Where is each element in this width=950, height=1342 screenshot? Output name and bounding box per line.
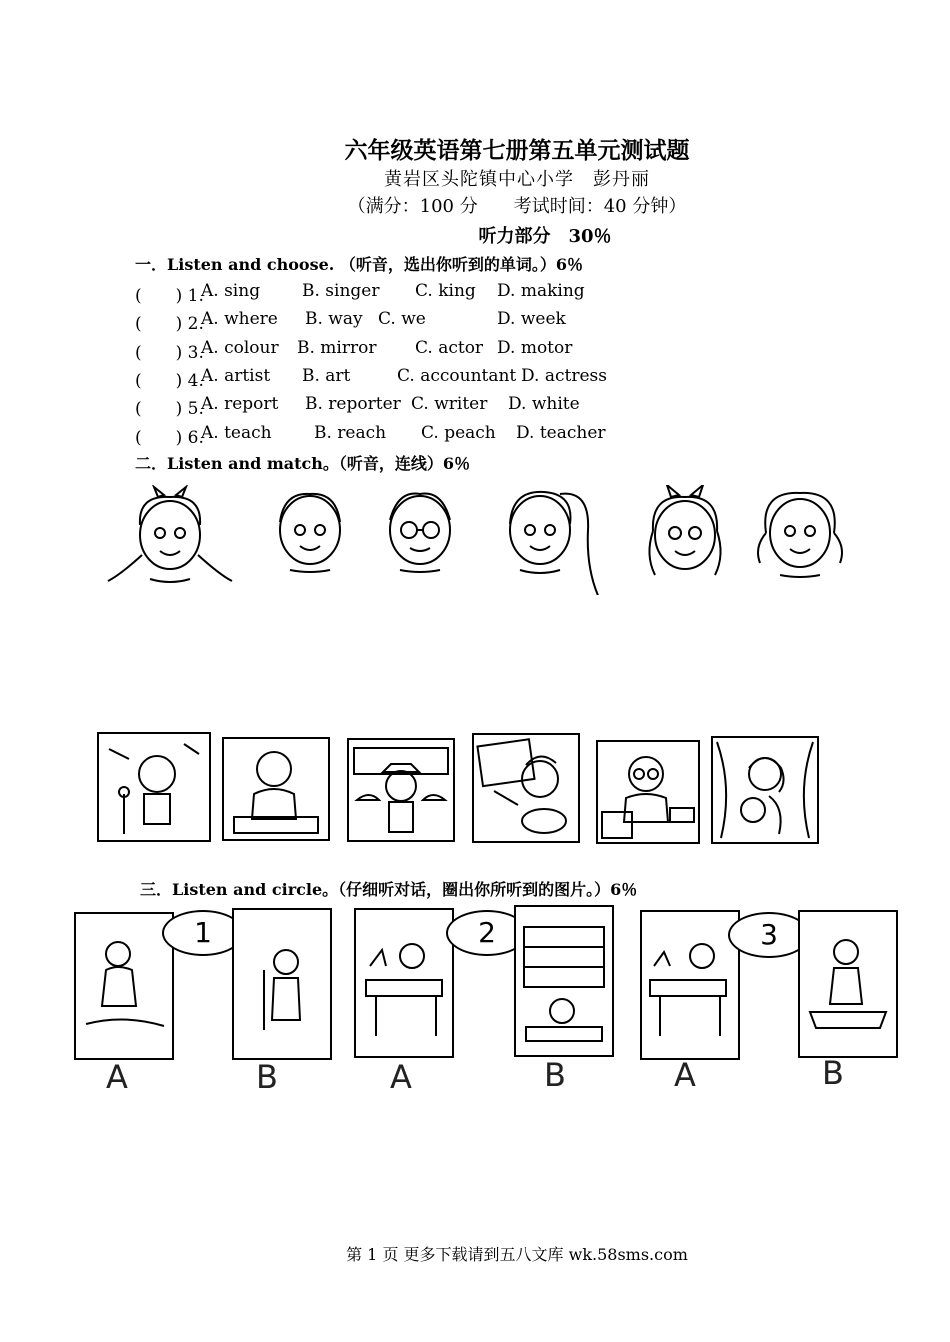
option-d: D. making bbox=[497, 281, 585, 301]
section1-heading: 一．Listen and choose. （听音，选出你听到的单词。）6％ bbox=[135, 255, 584, 274]
group2-number-badge: 2 bbox=[446, 910, 528, 956]
policeman-icon bbox=[349, 740, 453, 840]
group3-number-badge: 3 bbox=[728, 912, 810, 958]
group2-left-letter: A bbox=[390, 1058, 412, 1096]
info-line: （满分：100 分 考试时间：40 分钟） bbox=[347, 196, 687, 217]
option-c: C. accountant bbox=[397, 366, 517, 386]
option-c: C. peach bbox=[421, 423, 496, 443]
section3-heading: 三．Listen and circle。（仔细听对话，圈出你所听到的图片。）6％ bbox=[140, 880, 638, 899]
option-a: A. colour bbox=[201, 338, 279, 358]
accountant-icon bbox=[598, 742, 698, 842]
girl-cooking-icon bbox=[800, 912, 896, 1056]
question-number: ( ) 3. bbox=[135, 343, 204, 363]
option-a: A. report bbox=[201, 394, 279, 414]
faces-row bbox=[100, 485, 880, 595]
option-d: D. motor bbox=[497, 338, 573, 358]
option-a: A. where bbox=[201, 309, 278, 329]
policeman-picture bbox=[347, 738, 455, 842]
girl-bow-face-icon bbox=[649, 485, 720, 575]
group1-picture-a bbox=[74, 912, 174, 1060]
question-number: ( ) 2. bbox=[135, 314, 204, 334]
part-line: 听力部分 30％ bbox=[478, 226, 612, 247]
option-a: A. teach bbox=[201, 423, 272, 443]
singer-picture bbox=[97, 732, 211, 842]
option-d: D. white bbox=[508, 394, 580, 414]
group3-right-letter: B bbox=[822, 1054, 844, 1092]
option-b: B. mirror bbox=[297, 338, 377, 358]
group2-right-letter: B bbox=[544, 1056, 566, 1094]
question-number: ( ) 1. bbox=[135, 286, 204, 306]
option-c: C. actor bbox=[415, 338, 484, 358]
artist-picture bbox=[472, 733, 580, 843]
option-d: D. week bbox=[497, 309, 566, 329]
option-c: C. writer bbox=[411, 394, 488, 414]
option-b: B. singer bbox=[302, 281, 380, 301]
option-d: D. teacher bbox=[516, 423, 606, 443]
singer-icon bbox=[99, 734, 209, 840]
group1-picture-b bbox=[232, 908, 332, 1060]
option-c: C. we bbox=[378, 309, 426, 329]
boy-glasses-face-icon bbox=[390, 494, 450, 572]
boy-desk-icon bbox=[642, 912, 738, 1058]
actress-icon bbox=[713, 738, 817, 842]
page-footer: 第 1 页 更多下载请到五八文库 wk.58sms.com bbox=[346, 1245, 688, 1264]
option-a: A. artist bbox=[201, 366, 271, 386]
girl-singing-icon bbox=[234, 910, 330, 1058]
group1-number-badge: 1 bbox=[162, 910, 244, 956]
reporter-picture bbox=[222, 737, 330, 841]
boy-desk-icon bbox=[356, 910, 452, 1056]
group3-left-letter: A bbox=[674, 1056, 696, 1094]
group2-picture-a bbox=[354, 908, 454, 1058]
option-b: B. reporter bbox=[305, 394, 401, 414]
section2-heading: 二．Listen and match。（听音，连线）6％ bbox=[135, 454, 471, 473]
girl-face-icon bbox=[108, 487, 232, 582]
question-number: ( ) 6. bbox=[135, 428, 204, 448]
boy-library-icon bbox=[516, 907, 612, 1055]
group1-right-letter: B bbox=[256, 1058, 278, 1096]
option-b: B. art bbox=[302, 366, 351, 386]
option-b: B. way bbox=[305, 309, 363, 329]
group3-picture-b bbox=[798, 910, 898, 1058]
accountant-picture bbox=[596, 740, 700, 844]
question-number: ( ) 5. bbox=[135, 399, 204, 419]
artist-icon bbox=[474, 735, 578, 841]
question-number: ( ) 4. bbox=[135, 371, 204, 391]
option-d: D. actress bbox=[521, 366, 607, 386]
reporter-icon bbox=[224, 739, 328, 839]
girl-curly-face-icon bbox=[758, 493, 842, 577]
girl-ponytail-face-icon bbox=[510, 492, 600, 595]
group3-picture-a bbox=[640, 910, 740, 1060]
boy-face-icon bbox=[280, 494, 340, 572]
group2-picture-b bbox=[514, 905, 614, 1057]
actress-picture bbox=[711, 736, 819, 844]
option-c: C. king bbox=[415, 281, 476, 301]
option-a: A. sing bbox=[201, 281, 261, 301]
group1-left-letter: A bbox=[106, 1058, 128, 1096]
page-title: 六年级英语第七册第五单元测试题 bbox=[344, 137, 690, 164]
girl-dancing-icon bbox=[76, 914, 172, 1058]
school-line: 黄岩区头陀镇中心小学 彭丹丽 bbox=[384, 169, 650, 190]
option-b: B. reach bbox=[314, 423, 387, 443]
